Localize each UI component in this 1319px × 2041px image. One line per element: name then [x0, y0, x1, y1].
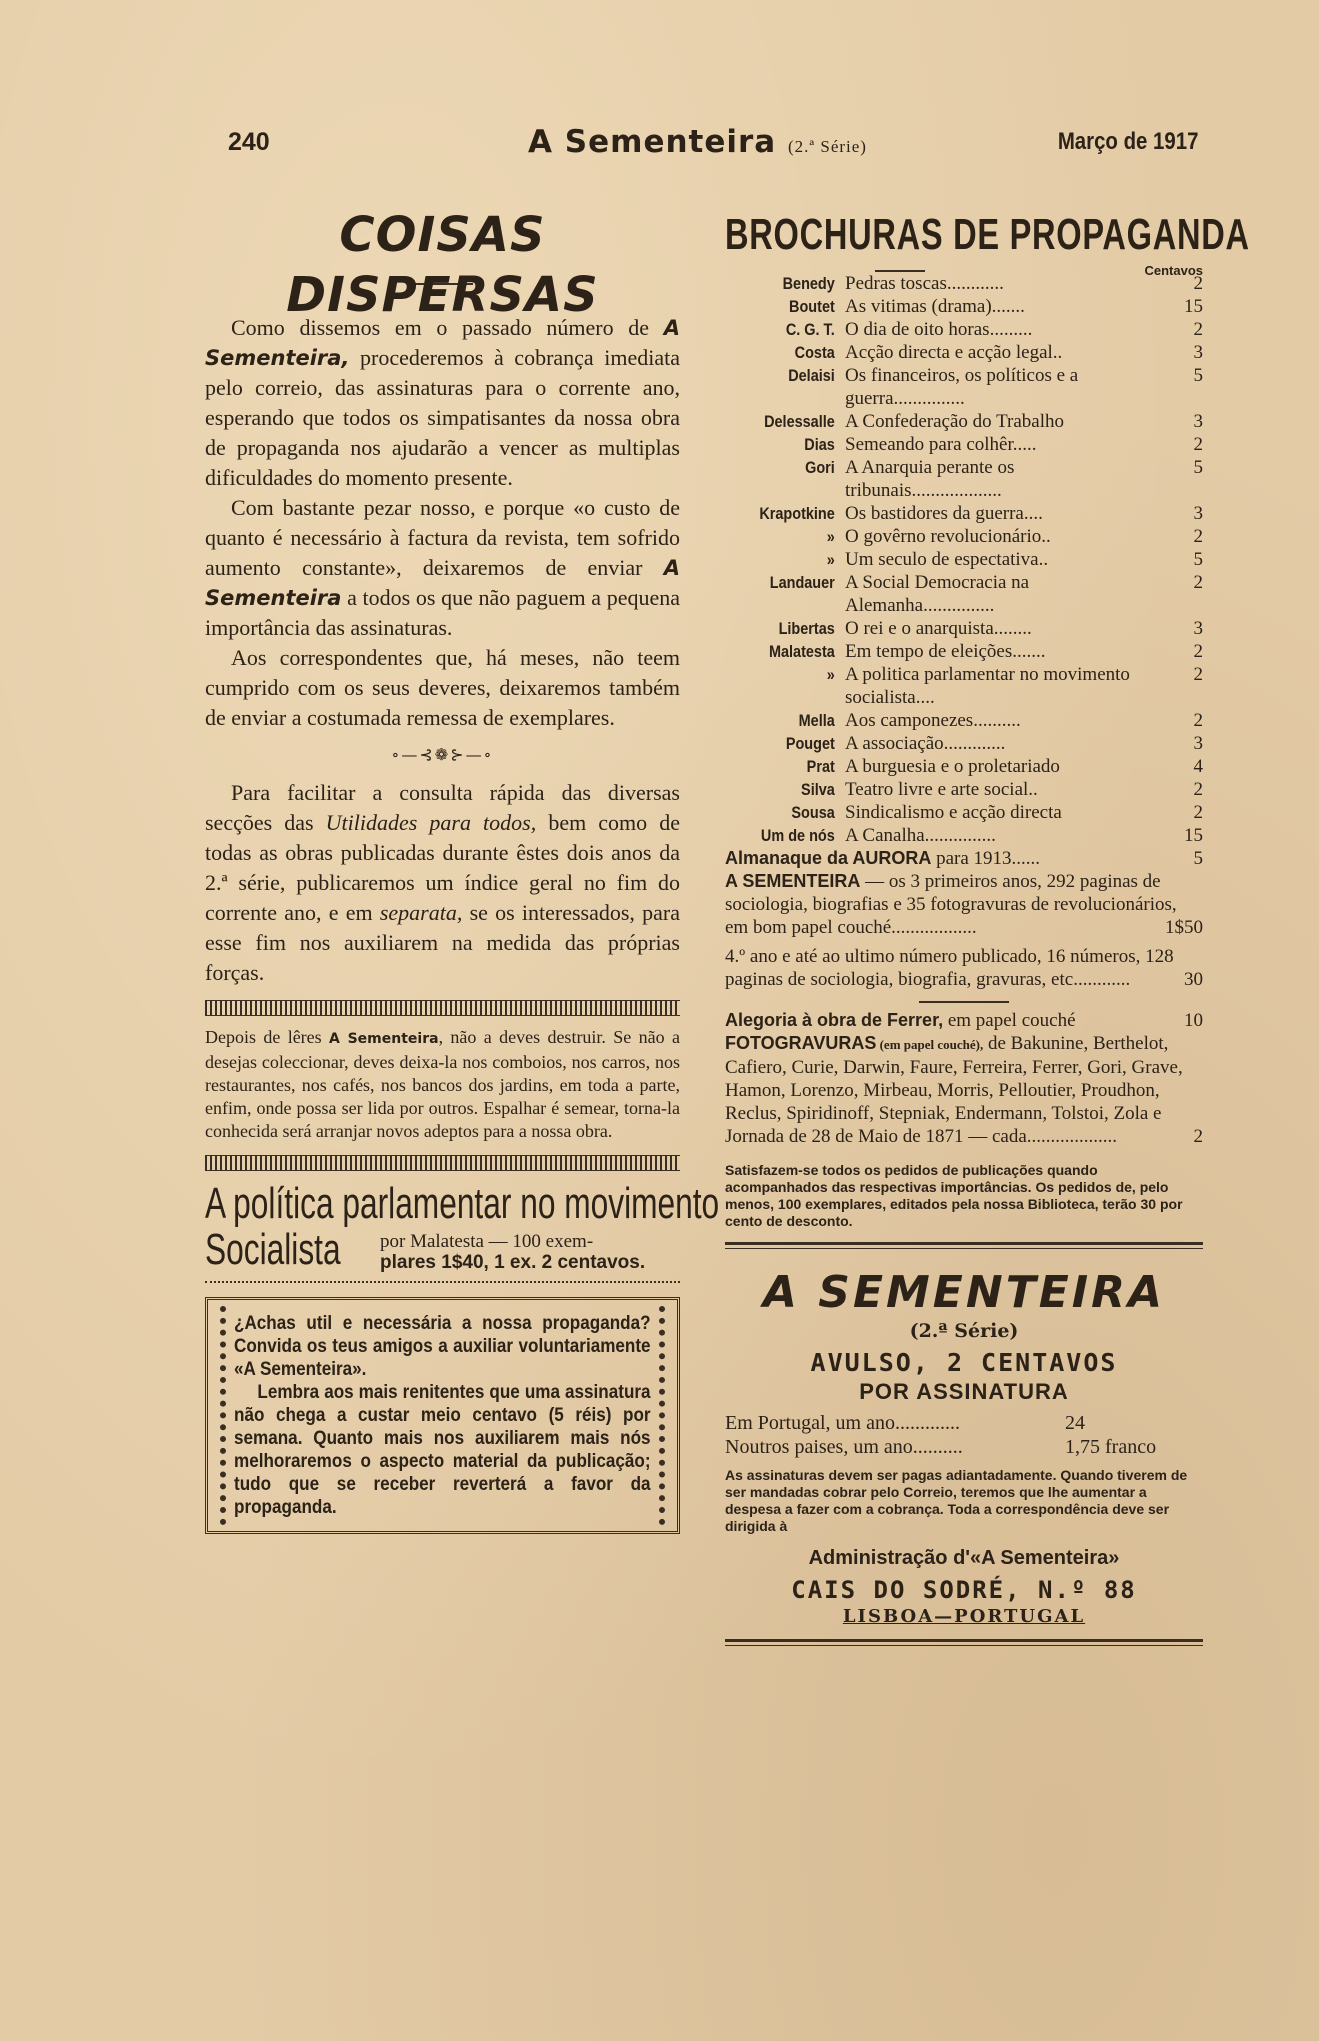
brochure-title: O govêrno revolucionário.. [845, 526, 1051, 547]
ad-title-line: A política parlamentar no movimento [205, 1179, 720, 1228]
brochure-row [725, 801, 1203, 824]
ad-title-word: Socialista [205, 1225, 341, 1274]
brochure-author: Delessalle [764, 412, 835, 431]
brochure-author: Dias [804, 435, 835, 454]
brochure-price: 2 [1193, 572, 1203, 593]
brochure-row [725, 364, 1203, 410]
brochure-title: Em tempo de eleições....... [845, 641, 1046, 662]
brochure-title: Acção directa e acção legal.. [845, 342, 1063, 363]
price-label: Em Portugal, um ano............. [725, 1412, 960, 1434]
brochure-title: A politica parlamentar no movimento socialista.... [845, 664, 1130, 708]
list-item: FOTOGRAVURAS (em papel couché), de Bakunine, Berthelot, Cafiero, Curie, Darwin, Faure, Ferreira, Ferrer, Gori, Grave, Hamon, Lorenzo, Mirbeau, Morris, Pelloutier, Proudhon, Reclus, Spiridinoff, Stepniak, Endermann, Tolstoi, Zola e Jornada de 28 de Maio de 1871 — cada................... 2 [725, 1033, 1203, 1147]
brochure-author: » [826, 527, 835, 546]
administration: Administração d'«A Sementeira» [808, 1547, 1120, 1569]
brochure-price: 2 [1193, 641, 1203, 662]
list-item: Alegoria à obra de Ferrer, em papel couché 10 [725, 1010, 1203, 1031]
brochure-row [725, 456, 1203, 502]
brochure-author: Prat [806, 757, 835, 776]
brochure-title: Pedras toscas............ [845, 273, 1004, 294]
page-number: 240 [228, 128, 270, 156]
brochure-row [725, 548, 1203, 571]
brochure-row [725, 663, 1203, 709]
brochure-title: A Anarquia perante os tribunais................... [845, 457, 1015, 501]
brochure-author: Boutet [789, 297, 835, 316]
brochure-author: Krapotkine [759, 504, 835, 523]
city: LISBOA—PORTUGAL [842, 1606, 1086, 1627]
brochure-row [725, 571, 1203, 617]
thick-rule [725, 1639, 1203, 1646]
ad-info: por Malatesta — 100 exem- plares 1$40, 1 ex. 2 centavos. [380, 1231, 646, 1273]
brochure-title: As vitimas (drama)....... [845, 296, 1025, 317]
brochure-title: Aos camponezes.......... [845, 710, 1021, 731]
brochure-row [725, 709, 1203, 732]
brochure-price: 2 [1193, 802, 1203, 823]
brochure-title: O dia de oito horas......... [845, 319, 1033, 340]
brochure-row [725, 525, 1203, 548]
brochure-title: Semeando para colhêr..... [845, 434, 1037, 455]
centavos-label: Centavos [1144, 263, 1203, 278]
brochure-title: A Confederação do Trabalho [845, 411, 1064, 432]
brochure-row [725, 295, 1203, 318]
price-value: 1,75 franco [1065, 1436, 1157, 1458]
orders-note: Satisfazem-se todos os pedidos de publicações quando acompanhados das respectivas importâncias. Os pedidos de, pelo menos, 100 exemplares, editados pela nossa Biblioteca, terão 30 por cento de desconto. [725, 1162, 1183, 1229]
article-body [205, 778, 680, 988]
brochure-author: C. G. T. [785, 320, 835, 339]
article-body [205, 313, 680, 733]
brochure-price: 3 [1193, 411, 1203, 432]
brochure-title: Os financeiros, os políticos e a guerra............... [845, 365, 1079, 409]
brochure-author: Benedy [782, 274, 835, 293]
brochure-price: 4 [1193, 756, 1203, 777]
section-title: COISAS DISPERSAS [286, 207, 599, 323]
brochure-price: 5 [1193, 365, 1203, 386]
brochure-price: 15 [1184, 825, 1203, 846]
paragraph: Como dissemos em o passado número de A Sementeira, procederemos à cobrança imediata pelo correio, das assinaturas para o corrente ano, esperando que todos os simpatisantes da nossa obra de propaganda nos ajudarão a vencer as multiplas dificuldades do momento presente. [205, 315, 680, 490]
brochure-price: 2 [1193, 434, 1203, 455]
brochure-row [725, 341, 1203, 364]
paragraph: Com bastante pezar nosso, e porque «o custo de quanto é necessário à factura da revista, tem sofrido aumento constante», deixaremos de enviar A Sementeira a todos os que não paguem a pequena importância das assinaturas. [205, 495, 680, 640]
brochure-price: 2 [1193, 664, 1203, 685]
brochure-title: Sindicalismo e acção directa [845, 802, 1062, 823]
dotted-rule [205, 1281, 680, 1283]
brochure-title: A burguesia e o proletariado [845, 756, 1060, 777]
notice-text: Depois de lêres A Sementeira, não a deves destruir. Se não a desejas coleccionar, deves deixa-la nos comboios, nos carros, nos restaurantes, nos cafés, nos bancos dos jardins, em toda a parte, enfim, onde possa ser lida por outros. Espalhar é semear, torna-la conhecida será arranjar novos adeptos para a nossa obra. [205, 1027, 680, 1141]
price-row [725, 1411, 1203, 1435]
brochure-title: A Social Democracia na Alemanha............... [845, 572, 1030, 616]
brochure-row [725, 778, 1203, 801]
brochure-row [725, 755, 1203, 778]
brochure-row [725, 318, 1203, 341]
ornament-divider: ∘—⊰❁⊱—∘ [391, 745, 494, 764]
brochure-row [725, 433, 1203, 456]
hatched-divider [205, 1155, 680, 1171]
right-column [725, 205, 1250, 1658]
brochure-author: Silva [801, 780, 835, 799]
brochure-row [725, 502, 1203, 525]
brochures-title: BROCHURAS DE PROPAGANDA [725, 210, 1250, 259]
publications-list [725, 847, 1203, 1148]
subscription-prices [725, 1411, 1203, 1459]
list-item: Almanaque da AURORA para 1913...... 5 [725, 848, 1203, 869]
brochure-price: 3 [1193, 503, 1203, 524]
brochure-author: » [826, 550, 835, 569]
brochure-price: 5 [1193, 457, 1203, 478]
price-value: 24 [1065, 1412, 1085, 1434]
brochure-row [725, 617, 1203, 640]
price-label: Noutros paises, um ano.......... [725, 1436, 963, 1458]
appeal-paragraph: Lembra aos mais renitentes que uma assinatura não chega a custar meio centavo (5 réis) por semana. Quanto mais nos auxiliarem mais nós melhoraremos o aspecto material da publicação; tudo que se receber reverterá a favor da propaganda. [234, 1382, 651, 1518]
issue-date: Março de 1917 [1057, 128, 1198, 155]
boxed-appeal [205, 1297, 680, 1534]
brochures-table [725, 272, 1203, 847]
appeal-paragraph: ¿Achas util e necessária a nossa propaganda? Convida os teus amigos a auxiliar voluntariamente «A Sementeira». [234, 1313, 651, 1380]
brochure-title: O rei e o anarquista........ [845, 618, 1032, 639]
brochure-title: A associação............. [845, 733, 1006, 754]
brochure-title: A Canalha............... [845, 825, 996, 846]
masthead-title: A Sementeira (2.ª Série) [528, 124, 867, 160]
brochure-author: » [826, 665, 835, 684]
brochure-price: 2 [1193, 779, 1203, 800]
brochure-author: Landauer [769, 573, 835, 592]
list-item: 4.º ano e até ao ultimo número publicado, 16 números, 128 paginas de sociologia, biografia, gravuras, etc............ 30 [725, 946, 1203, 990]
left-column [205, 205, 720, 1534]
masthead-logo: A SEMENTEIRA [762, 1267, 1166, 1318]
subscription-note: As assinaturas devem ser pagas adiantadamente. Quando tiverem de ser mandadas cobrar pelo Correio, teremos que lhe aumentar a despesa a fazer com a cobrança. Toda a correspondência deve ser dirigida à [725, 1467, 1188, 1534]
brochure-author: Pouget [785, 734, 835, 753]
paragraph: Aos correspondentes que, há meses, não teem cumprido com os seus deveres, deixaremos também de enviar a costumada remessa de exemplares. [205, 645, 680, 730]
thick-rule [725, 1242, 1203, 1249]
brochure-price: 2 [1193, 710, 1203, 731]
price-row [725, 1435, 1203, 1459]
paragraph: Para facilitar a consulta rápida das diversas secções das Utilidades para todos, bem como de todas as obras publicadas durante êstes dois anos da 2.ª série, publicaremos um índice geral no fim do corrente ano, e em separata, se os interessados, para esse fim nos auxiliarem na medida das próprias forças. [205, 780, 680, 985]
brochure-price: 2 [1193, 526, 1203, 547]
ad-row [205, 1227, 680, 1273]
brochure-author: Sousa [791, 803, 835, 822]
brochure-author: Gori [805, 458, 835, 477]
brochure-price: 15 [1184, 296, 1203, 317]
brochure-author: Delaisi [788, 366, 835, 385]
subscription-heading: POR ASSINATURA [859, 1379, 1069, 1404]
brochure-author: Mella [798, 711, 835, 730]
brochure-price: 3 [1193, 342, 1203, 363]
single-issue-price: AVULSO, 2 CENTAVOS [810, 1348, 1118, 1377]
brochure-price: 3 [1193, 733, 1203, 754]
brochure-author: Um de nós [760, 826, 835, 845]
hatched-divider [205, 1000, 680, 1016]
brochure-row [725, 824, 1203, 847]
page-header [228, 124, 1198, 164]
brochure-title: Um seculo de espectativa.. [845, 549, 1049, 570]
brochure-price: 5 [1193, 549, 1203, 570]
address: CAIS DO SODRÉ, N.º 88 [791, 1576, 1137, 1604]
brochure-row [725, 732, 1203, 755]
brochure-title: Teatro livre e arte social.. [845, 779, 1038, 800]
brochure-row [725, 410, 1203, 433]
brochure-author: Malatesta [768, 642, 835, 661]
brochure-author: Libertas [778, 619, 835, 638]
brochure-price: 2 [1193, 319, 1203, 340]
list-item: A SEMENTEIRA — os 3 primeiros anos, 292 paginas de sociologia, biografias e 35 fotogravuras de revolucionários, em bom papel couché.................. 1$50 [725, 871, 1203, 938]
brochure-price: 3 [1193, 618, 1203, 639]
brochure-title: Os bastidores da guerra.... [845, 503, 1043, 524]
brochure-author: Costa [794, 343, 835, 362]
brochure-row [725, 272, 1203, 295]
brochure-price: 2 [1193, 273, 1203, 294]
series-label: (2.ª Série) [909, 1320, 1019, 1342]
series-label: (2.ª Série) [788, 137, 867, 156]
brochure-row [725, 640, 1203, 663]
